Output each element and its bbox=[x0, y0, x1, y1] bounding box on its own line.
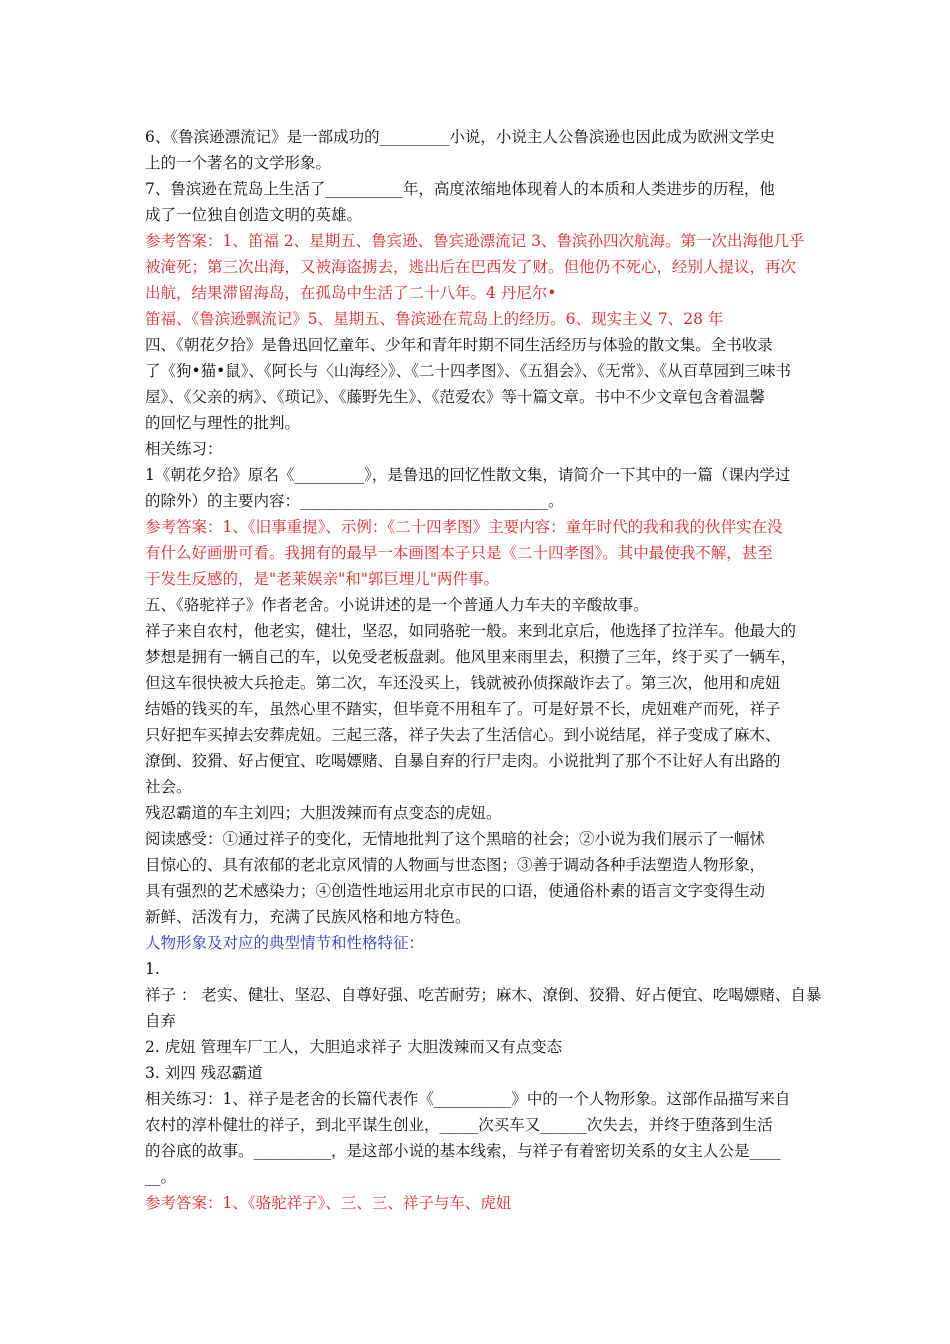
text-line: 上的一个著名的文学形象。 bbox=[145, 154, 332, 172]
text-line: 阅读感受：①通过祥子的变化，无情地批判了这个黑暗的社会；②小说为我们展示了一幅怵 bbox=[145, 830, 766, 848]
text-line: 残忍霸道的车主刘四；大胆泼辣而有点变态的虎妞。 bbox=[145, 804, 502, 822]
document-body bbox=[145, 124, 822, 1216]
text-line: 1. bbox=[145, 960, 160, 978]
text-line: 了《狗•猫•鼠》、《阿长与〈山海经〉》、《二十四孝图》、《五猖会》、《无常》、《从百草园到三味书 bbox=[145, 362, 792, 380]
text-line: 相关练习：1、祥子是老舍的长篇代表作《__________》中的一个人物形象。这部作品描写来自 bbox=[145, 1090, 791, 1108]
text-line: 相关练习： bbox=[145, 440, 223, 458]
text-line: 祥子 ： 老实、健壮、坚忍、自尊好强、吃苦耐劳；麻木、潦倒、狡猾、好占便宜、吃喝嫖赌、自暴 bbox=[145, 986, 822, 1004]
text-line: 社会。 bbox=[145, 778, 192, 796]
answer-line: 被淹死；第三次出海，又被海盗掳去，逃出后在巴西发了财。但他仍不死心，经别人提议，再次 bbox=[145, 258, 797, 276]
answer-line: 出航，结果滞留海岛，在孤岛中生活了二十八年。4 丹尼尔• bbox=[145, 284, 557, 302]
text-line: 潦倒、狡猾、好占便宜、吃喝嫖赌、自暴自弃的行尸走肉。小说批判了那个不让好人有出路的 bbox=[145, 752, 781, 770]
text-line: 四、《朝花夕拾》是鲁迅回忆童年、少年和青年时期不同生活经历与体验的散文集。全书收录 bbox=[145, 336, 773, 354]
text-line: 自弃 bbox=[145, 1012, 177, 1030]
text-line: 梦想是拥有一辆自己的车，以免受老板盘剥。他风里来雨里去，积攒了三年，终于买了一辆车， bbox=[145, 648, 797, 666]
text-line: 新鲜、活泼有力，充满了民族风格和地方特色。 bbox=[145, 908, 471, 926]
answer-line: 有什么好画册可看。我拥有的最早一本画图本子只是《二十四孝图》。其中最使我不解，甚至 bbox=[145, 544, 773, 562]
text-line: 的回忆与理性的批判。 bbox=[145, 414, 301, 432]
text-line: 2. 虎妞 管理车厂工人，大胆追求祥子 大胆泼辣而又有点变态 bbox=[145, 1038, 563, 1056]
text-line: 3. 刘四 残忍霸道 bbox=[145, 1064, 263, 1082]
answer-line: 参考答案：1、笛福 2、星期五、鲁宾逊、鲁宾逊漂流记 3、鲁滨孙四次航海。第一次出海他几乎 bbox=[145, 232, 805, 250]
answer-line: 参考答案：1、《骆驼祥子》、三、三、祥子与车、虎妞 bbox=[145, 1194, 512, 1212]
text-line: 屋》、《父亲的病》、《琐记》、《藤野先生》、《范爱农》等十篇文章。书中不少文章包含着温馨 bbox=[145, 388, 766, 406]
text-line: 的除外）的主要内容：________________________________。 bbox=[145, 492, 564, 510]
text-line: 1《朝花夕拾》原名《_________》，是鲁迅的回忆性散文集，请简介一下其中的一篇（课内学过 bbox=[145, 466, 791, 484]
text-line: 农村的淳朴健壮的祥子，到北平谋生创业，_____次买车又______次失去，并终于堕落到生活 bbox=[145, 1116, 773, 1134]
answer-line: 于发生反感的，是"老莱娱亲"和"郭巨埋儿"两件事。 bbox=[145, 570, 500, 588]
answer-line: 参考答案：1、《旧事重提》、示例：《二十四孝图》主要内容：童年时代的我和我的伙伴实在没 bbox=[145, 518, 783, 536]
text-line: 的谷底的故事。__________，是这部小说的基本线索，与祥子有着密切关系的女主人公是____ bbox=[145, 1142, 781, 1160]
text-line: 6、《鲁滨逊漂流记》是一部成功的_________小说，小说主人公鲁滨逊也因此成为欧洲文学史 bbox=[145, 128, 775, 146]
text-line: 祥子来自农村，他老实，健壮，坚忍，如同骆驼一般。来到北京后，他选择了拉洋车。他最大的 bbox=[145, 622, 797, 640]
text-line: 成了一位独自创造文明的英雄。 bbox=[145, 206, 363, 224]
answer-line: 笛福、《鲁滨逊飘流记》5、星期五、鲁滨逊在荒岛上的经历。6、现实主义 7、28 年 bbox=[145, 310, 724, 328]
section-heading-line: 人物形象及对应的典型情节和性格特征： bbox=[145, 934, 425, 952]
text-line: 结婚的钱买的车，虽然心里不踏实，但毕竟不用租车了。可是好景不长，虎妞难产而死，祥子 bbox=[145, 700, 781, 718]
text-line: 五、《骆驼祥子》作者老舍。小说讲述的是一个普通人力车夫的辛酸故事。 bbox=[145, 596, 649, 614]
text-line: 目惊心的、具有浓郁的老北京风情的人物画与世态图；③善于调动各种手法塑造人物形象， bbox=[145, 856, 766, 874]
text-line: 只好把车买掉去安葬虎妞。三起三落，祥子失去了生活信心。到小说结尾，祥子变成了麻木、 bbox=[145, 726, 781, 744]
text-line: __。 bbox=[145, 1168, 177, 1186]
text-line: 具有强烈的艺术感染力；④创造性地运用北京市民的口语，使通俗朴素的语言文字变得生动 bbox=[145, 882, 766, 900]
text-line: 7、鲁滨逊在荒岛上生活了__________年，高度浓缩地体现着人的本质和人类进步的历程，他 bbox=[145, 180, 775, 198]
text-line: 但这车很快被大兵抢走。第二次，车还没买上，钱就被孙侦探敲诈去了。第三次，他用和虎妞 bbox=[145, 674, 781, 692]
